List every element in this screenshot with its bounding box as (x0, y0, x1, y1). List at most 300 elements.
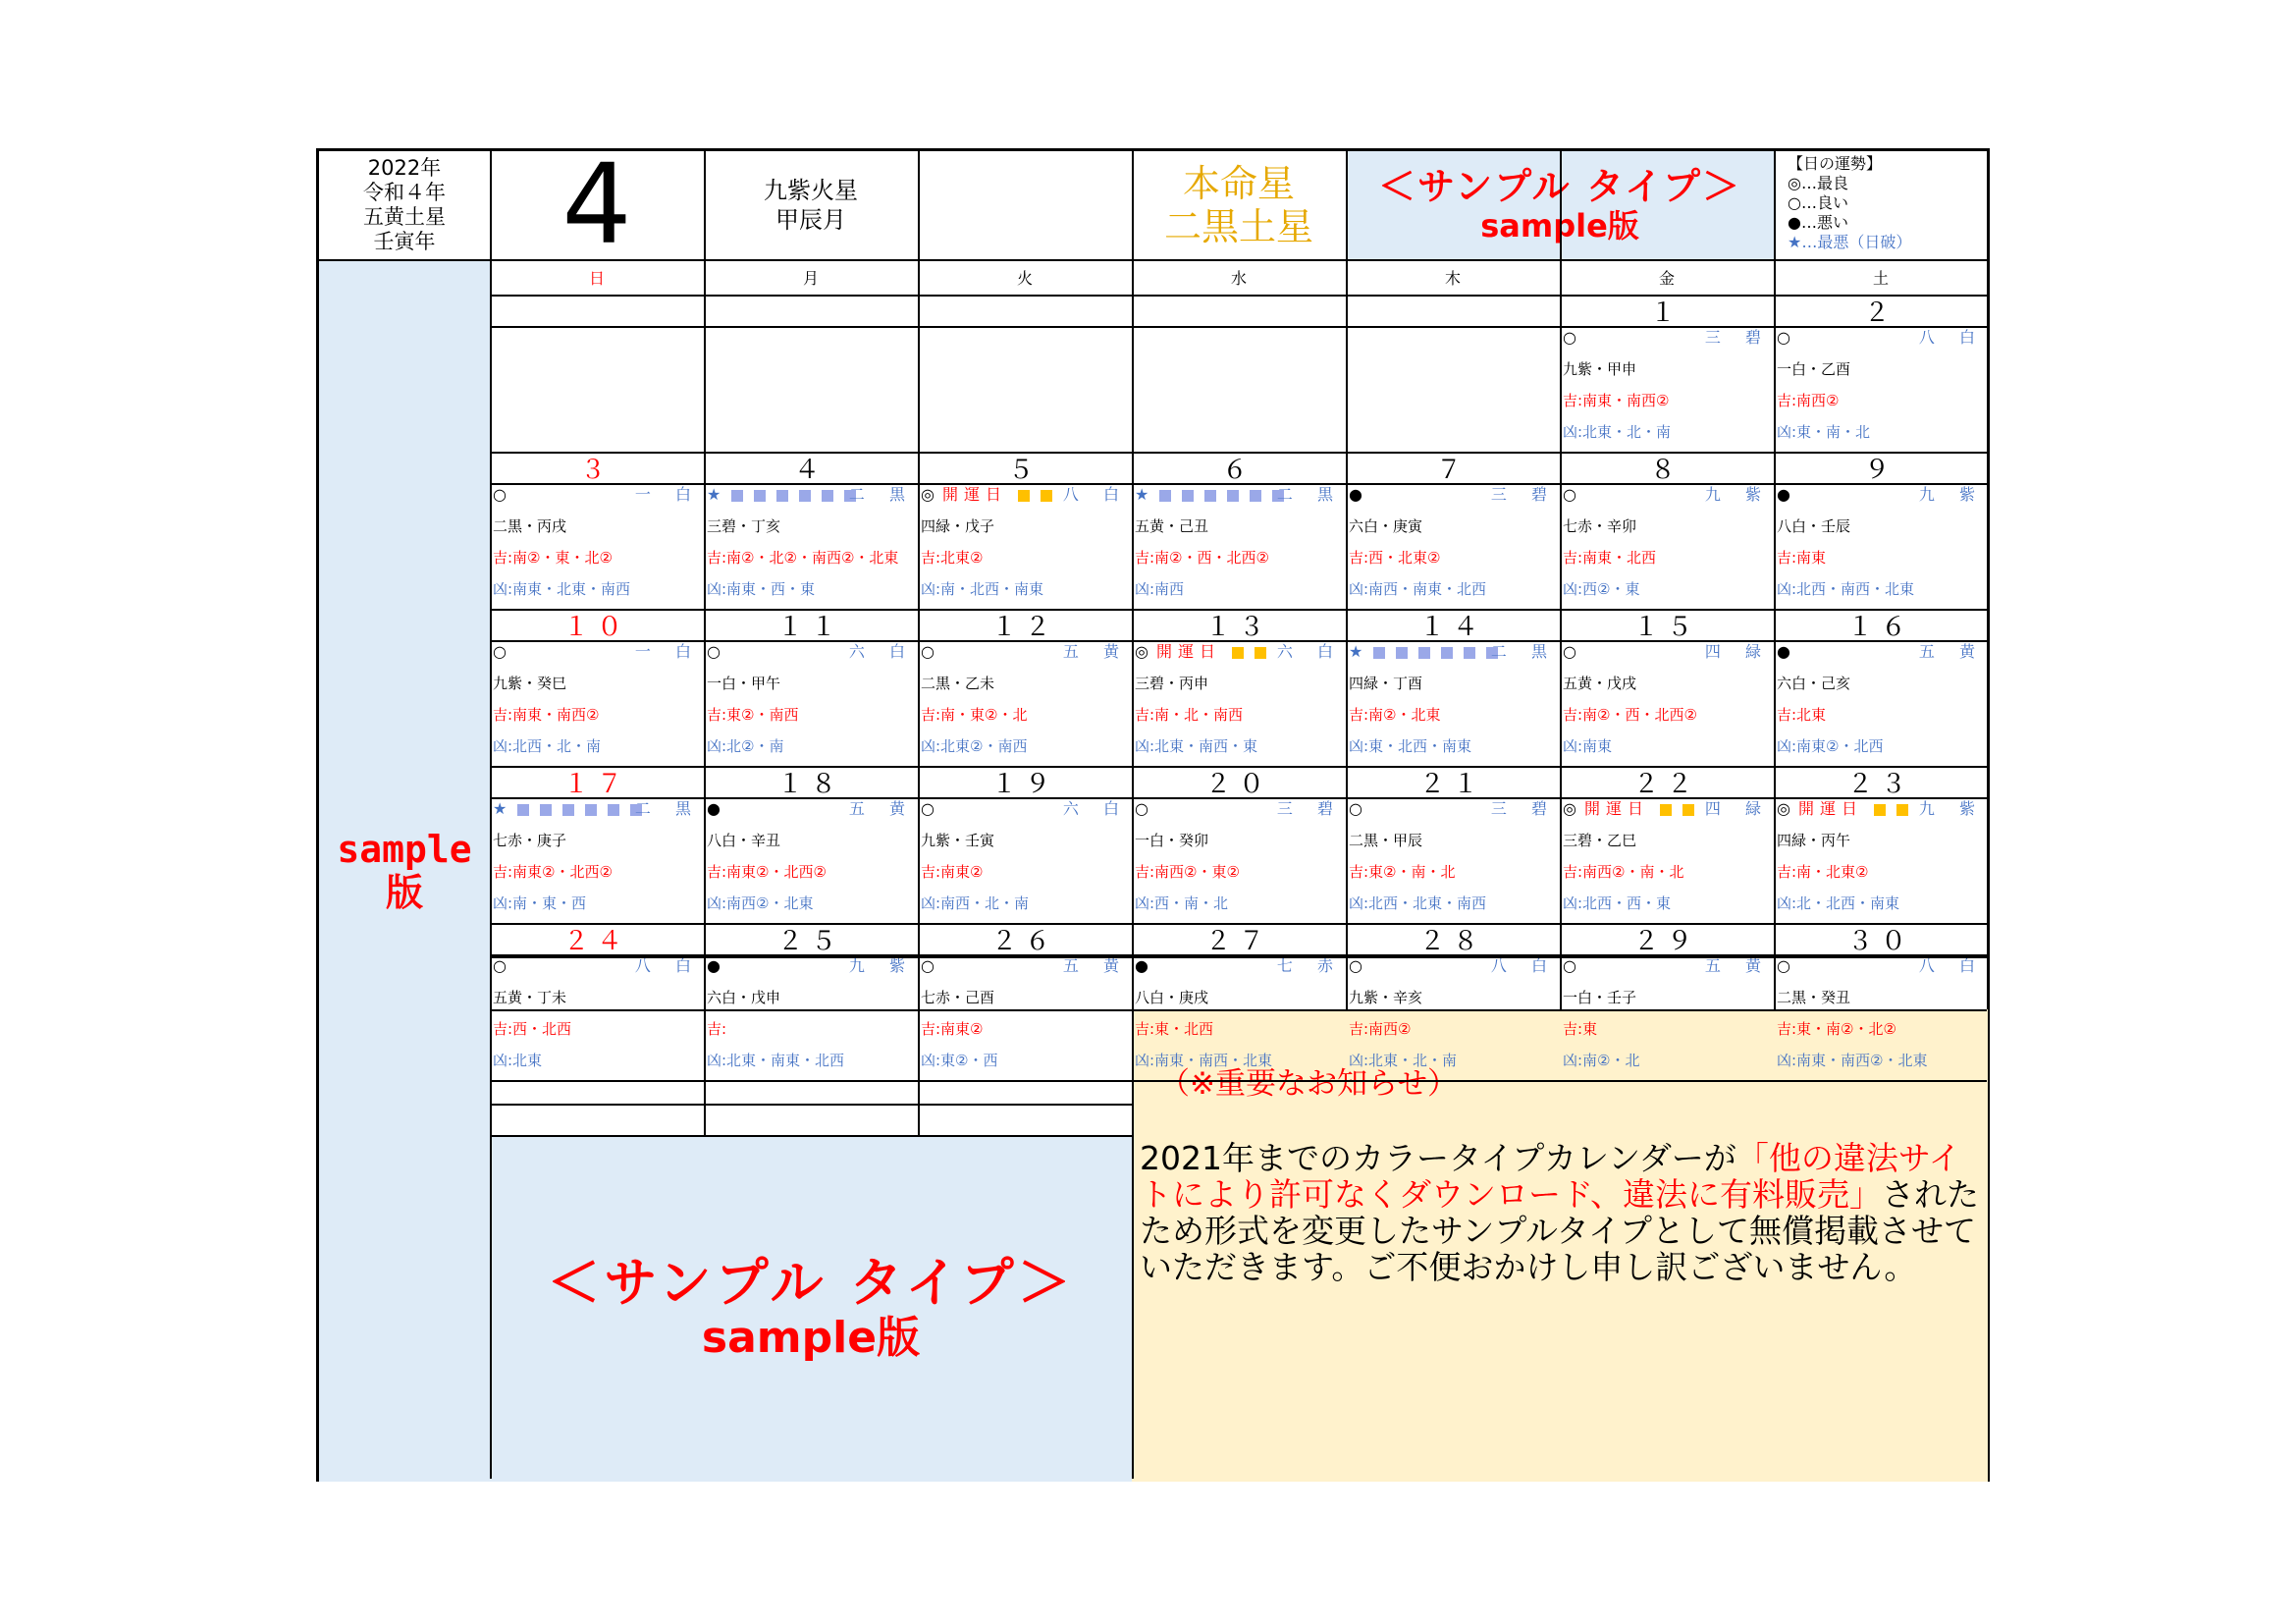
day-kanshi: 四緑・丁酉 (1349, 675, 1423, 692)
unlucky-directions: 凶:北東 (493, 1052, 543, 1069)
side-sample-text-2: 版 (385, 870, 423, 914)
unlucky-directions: 凶:北西・北・南 (493, 737, 602, 755)
notice-body (1140, 1140, 1980, 1285)
day-star-name: 八 白 (634, 956, 701, 975)
lucky-directions: 吉:南②・北②・南西②・北東 (707, 549, 899, 567)
weekday-3: 水 (1230, 268, 1247, 288)
day-number[interactable]: １５ (1632, 612, 1700, 640)
day-fortune-row (707, 485, 915, 505)
lucky-directions: 吉:東 (1563, 1020, 1598, 1038)
day-star-name: 九 紫 (1704, 485, 1771, 504)
day-number[interactable]: １ (1649, 298, 1683, 326)
unlucky-directions: 凶:北東②・南西 (921, 737, 1028, 755)
day-number[interactable]: ２９ (1632, 926, 1700, 954)
day-cell[interactable] (918, 954, 1132, 1080)
day-fortune-row (707, 642, 915, 662)
empty-day-cell (704, 295, 918, 452)
blue-square-icon (1373, 647, 1385, 659)
day-star-name: 八 白 (1490, 956, 1557, 975)
sample-sub: sample版 (1480, 207, 1639, 244)
unlucky-directions: 凶:北東・南東・北西 (707, 1052, 845, 1069)
grid-line (1132, 151, 1134, 1479)
day-star-name: 七 赤 (1276, 956, 1343, 975)
day-star-name: 四 緑 (1704, 642, 1771, 661)
day-cell[interactable] (1774, 483, 1988, 609)
day-number[interactable]: ８ (1649, 455, 1683, 483)
fortune-mark: ○ (1135, 799, 1148, 818)
day-number[interactable]: ７ (1435, 455, 1469, 483)
day-fortune-row (1777, 328, 1985, 348)
day-kanshi: 一白・壬子 (1563, 989, 1637, 1006)
grid-line (490, 609, 1987, 611)
day-cell[interactable] (490, 797, 704, 923)
lucky-directions: 吉:南②・東・北② (493, 549, 613, 567)
day-number[interactable]: ６ (1221, 455, 1255, 483)
weekday-4: 木 (1444, 268, 1461, 288)
day-cell[interactable] (1346, 640, 1560, 766)
unlucky-directions: 凶:南東・南西②・北東 (1777, 1052, 1928, 1069)
lucky-directions: 吉:東②・南・北 (1349, 863, 1456, 881)
unlucky-directions: 凶:南西②・北東 (707, 894, 814, 912)
day-number[interactable]: １３ (1204, 612, 1272, 640)
blue-square-icon (1396, 647, 1408, 659)
blue-square-icon (1204, 490, 1216, 502)
day-star-name: 九 紫 (1918, 485, 1985, 504)
day-star-name: 六 白 (1062, 799, 1129, 818)
lucky-directions: 吉:南東② (921, 863, 984, 881)
day-kanshi: 三碧・丙申 (1135, 675, 1209, 692)
unlucky-directions: 凶:南②・北 (1563, 1052, 1640, 1069)
day-kanshi: 一白・乙酉 (1777, 360, 1851, 378)
day-fortune-row (1563, 485, 1771, 505)
day-cell[interactable] (1774, 640, 1988, 766)
grid-line (490, 295, 1987, 297)
day-cell[interactable] (1560, 797, 1774, 923)
fortune-mark: ● (1777, 642, 1790, 661)
blue-square-icon (540, 804, 552, 816)
fortune-mark: ○ (1349, 956, 1362, 975)
day-star-name: 五 黄 (848, 799, 915, 818)
unlucky-directions: 凶:南東 (1563, 737, 1613, 755)
unlucky-directions: 凶:北東・南西・東 (1135, 737, 1258, 755)
day-cell[interactable] (704, 954, 918, 1080)
day-cell[interactable] (1560, 640, 1774, 766)
day-kanshi: 九紫・壬寅 (921, 832, 995, 849)
calendar-page (316, 148, 1990, 1482)
unlucky-directions: 凶:北・北西・南東 (1777, 894, 1900, 912)
day-star-name: 二 黒 (848, 485, 915, 504)
fortune-legend (1774, 151, 1988, 259)
grid-line (490, 483, 1987, 485)
weekday-5: 金 (1658, 268, 1675, 288)
day-number[interactable]: ９ (1863, 455, 1897, 483)
blue-square-icon (1441, 647, 1453, 659)
day-cell[interactable] (490, 954, 704, 1080)
fortune-mark: ○ (707, 642, 721, 661)
grid-line (490, 326, 1987, 328)
fortune-mark: ○ (493, 642, 507, 661)
day-cell[interactable] (1132, 483, 1346, 609)
fortune-mark: ○ (1349, 799, 1362, 818)
day-number[interactable]: １４ (1418, 612, 1486, 640)
day-fortune-row (921, 956, 1129, 976)
day-star-name: 二 黒 (634, 799, 701, 818)
day-kanshi: 六白・己亥 (1777, 675, 1851, 692)
lucky-directions: 吉: (707, 1020, 727, 1038)
fortune-mark: ○ (1563, 642, 1576, 661)
year-line: 五黄土星 (363, 205, 446, 229)
day-fortune-row (1563, 799, 1771, 819)
legend-worst: ★…最悪（日破） (1788, 233, 1912, 251)
month-kanshi: 甲辰月 (775, 206, 846, 234)
empty-day-cell (1346, 295, 1560, 452)
fortune-mark: ○ (1563, 485, 1576, 504)
blue-square-icon (822, 490, 833, 502)
day-fortune-row (1563, 642, 1771, 662)
yellow-square-icon (1232, 647, 1244, 659)
legend-title: 【日の運勢】 (1788, 154, 1883, 173)
day-star-name: 八 白 (1918, 956, 1985, 975)
day-kanshi: 二黒・乙未 (921, 675, 995, 692)
day-number[interactable]: １１ (776, 612, 844, 640)
grid-line (1560, 151, 1562, 1009)
day-fortune-row (707, 799, 915, 819)
day-kanshi: 八白・辛丑 (707, 832, 781, 849)
fortune-mark: ● (707, 956, 721, 975)
fortune-mark: ◎ (921, 485, 934, 504)
unlucky-directions: 凶:南・東・西 (493, 894, 587, 912)
yellow-square-icon (1896, 804, 1908, 816)
grid-line (490, 766, 1987, 768)
day-kanshi: 八白・庚戌 (1135, 989, 1209, 1006)
worst-star-icon: ★ (1349, 642, 1363, 661)
blue-square-icon (517, 804, 529, 816)
day-number[interactable]: ５ (1007, 455, 1041, 483)
day-star-name: 三 碧 (1490, 799, 1557, 818)
worst-star-icon: ★ (1135, 485, 1149, 504)
grid-line (490, 923, 1987, 925)
day-star-name: 九 紫 (848, 956, 915, 975)
day-number[interactable]: ２６ (990, 926, 1058, 954)
unlucky-directions: 凶:北西・南西・北東 (1777, 580, 1915, 598)
unlucky-directions: 凶:北西・西・東 (1563, 894, 1672, 912)
yellow-square-icon (1018, 490, 1030, 502)
day-kanshi: 九紫・辛亥 (1349, 989, 1423, 1006)
unlucky-directions: 凶:西・南・北 (1135, 894, 1229, 912)
day-fortune-row (707, 956, 915, 976)
day-kanshi: 四緑・丙午 (1777, 832, 1851, 849)
lucky-directions: 吉:南②・西・北西② (1135, 549, 1269, 567)
month-star: 九紫火星 (764, 177, 858, 204)
unlucky-directions: 凶:西②・東 (1563, 580, 1640, 598)
day-star-name: 四 緑 (1704, 799, 1771, 818)
day-star-name: 一 白 (634, 642, 701, 661)
notice-body-pre: 2021年までのカラータイプカレンダーが (1140, 1139, 1736, 1177)
unlucky-directions: 凶:北西・北東・南西 (1349, 894, 1487, 912)
blue-square-icon (1227, 490, 1239, 502)
sample-title: ＜サンプル タイプ＞ (1378, 165, 1741, 208)
grid-line (1346, 151, 1348, 1009)
day-star-name: 三 碧 (1276, 799, 1343, 818)
fortune-mark: ○ (1563, 328, 1576, 347)
day-cell[interactable] (1346, 797, 1560, 923)
fortune-mark: ◎ (1563, 799, 1576, 818)
lucky-directions: 吉:東・南②・北② (1777, 1020, 1896, 1038)
unlucky-directions: 凶:東②・西 (921, 1052, 998, 1069)
day-cell[interactable] (704, 640, 918, 766)
day-number[interactable]: １８ (776, 769, 844, 797)
day-star-name: 五 黄 (1062, 956, 1129, 975)
day-star-name: 九 紫 (1918, 799, 1985, 818)
grid-line (319, 259, 1987, 261)
day-kanshi: 二黒・甲辰 (1349, 832, 1423, 849)
lucky-directions: 吉:西・北西 (493, 1020, 572, 1038)
day-number[interactable]: １２ (990, 612, 1058, 640)
day-number[interactable]: ２８ (1418, 926, 1486, 954)
day-cell[interactable] (1346, 483, 1560, 609)
weekday-0: 日 (588, 268, 605, 288)
lucky-directions: 吉:南東②・北西② (707, 863, 827, 881)
day-fortune-row (1349, 956, 1557, 976)
blue-square-icon (799, 490, 811, 502)
blue-square-icon (1159, 490, 1171, 502)
side-sample-panel (319, 259, 490, 1482)
honmei-label: 本命星 (1182, 162, 1295, 205)
day-cell[interactable] (1132, 797, 1346, 923)
day-cell[interactable] (1560, 326, 1774, 452)
day-fortune-row (1777, 799, 1985, 819)
unlucky-directions: 凶:南東・西・東 (707, 580, 816, 598)
blue-square-icon (754, 490, 766, 502)
day-star-name: 五 黄 (1062, 642, 1129, 661)
blue-square-icon (1250, 490, 1261, 502)
lucky-directions: 吉:南・東②・北 (921, 706, 1028, 724)
day-cell[interactable] (1132, 954, 1346, 1080)
day-kanshi: 五黄・戊戌 (1563, 675, 1637, 692)
month-star-info (704, 151, 918, 259)
grid-line (490, 1080, 1987, 1082)
lucky-directions: 吉:東②・南西 (707, 706, 799, 724)
notice-title: （※重要なお知らせ） (1159, 1066, 1459, 1102)
lucky-day-label: 開運日 (1797, 799, 1863, 818)
blue-square-icon (608, 804, 619, 816)
unlucky-directions: 凶:東・北西・南東 (1349, 737, 1472, 755)
lucky-directions: 吉:南西② (1777, 392, 1840, 409)
lucky-directions: 吉:南東②・北西② (493, 863, 613, 881)
fortune-mark: ○ (1777, 328, 1790, 347)
notice-body-warning: 「他の違法サイトにより許可なくダウンロード、違法に有料販売」 (1140, 1139, 1961, 1214)
day-fortune-row (493, 485, 701, 505)
day-cell[interactable] (490, 640, 704, 766)
yellow-square-icon (1041, 490, 1052, 502)
unlucky-directions: 凶:南東②・北西 (1777, 737, 1884, 755)
grid-line (490, 1009, 1987, 1011)
unlucky-directions: 凶:東・南・北 (1777, 423, 1871, 441)
year-line: 2022年 (367, 156, 442, 180)
day-number[interactable]: ２７ (1204, 926, 1272, 954)
day-kanshi: 三碧・丁亥 (707, 517, 781, 535)
day-cell[interactable] (704, 483, 918, 609)
day-fortune-row (1777, 956, 1985, 976)
unlucky-directions: 凶:南東・南西・北東 (1135, 1052, 1273, 1069)
day-cell[interactable] (1560, 483, 1774, 609)
worst-star-icon: ★ (493, 799, 507, 818)
day-fortune-row (1135, 799, 1343, 819)
day-kanshi: 五黄・己丑 (1135, 517, 1209, 535)
year-info (319, 151, 490, 259)
day-kanshi: 七赤・庚子 (493, 832, 567, 849)
bottom-sample-panel (490, 1135, 1132, 1482)
legend-best: ◎…最良 (1788, 174, 1848, 192)
grid-line (918, 151, 920, 1135)
day-fortune-row (1135, 485, 1343, 505)
day-kanshi: 七赤・己酉 (921, 989, 995, 1006)
lucky-directions: 吉:南西②・東② (1135, 863, 1240, 881)
day-number[interactable]: ２ (1863, 298, 1897, 326)
lucky-directions: 吉:北東② (921, 549, 984, 567)
day-fortune-row (1563, 328, 1771, 348)
day-cell[interactable] (1132, 640, 1346, 766)
honmei-value: 二黒土星 (1163, 205, 1313, 248)
day-number[interactable]: １０ (562, 612, 630, 640)
day-star-name: 二 黒 (1490, 642, 1557, 661)
blue-square-icon (1418, 647, 1430, 659)
weekday-6: 土 (1872, 268, 1889, 288)
day-kanshi: 二黒・丙戌 (493, 517, 567, 535)
day-kanshi: 一白・甲午 (707, 675, 781, 692)
day-fortune-row (493, 956, 701, 976)
day-cell[interactable] (1774, 326, 1988, 452)
unlucky-directions: 凶:北東・北・南 (1563, 423, 1672, 441)
unlucky-directions: 凶:南東・北東・南西 (493, 580, 631, 598)
day-number[interactable]: ２５ (776, 926, 844, 954)
yellow-square-icon (1660, 804, 1672, 816)
yellow-square-icon (1255, 647, 1266, 659)
day-number[interactable]: １７ (562, 769, 630, 797)
lucky-directions: 吉:北東 (1777, 706, 1827, 724)
fortune-mark: ○ (921, 956, 934, 975)
day-number[interactable]: ２３ (1846, 769, 1914, 797)
empty-day-cell (490, 295, 704, 452)
fortune-mark: ○ (1563, 956, 1576, 975)
legend-bad: ●…悪い (1788, 213, 1848, 232)
grid-line (704, 151, 706, 1135)
lucky-directions: 吉:南東・南西② (1563, 392, 1670, 409)
day-star-name: 六 白 (1276, 642, 1343, 661)
unlucky-directions: 凶:北②・南 (707, 737, 784, 755)
grid-line (490, 797, 1987, 799)
side-sample-text: sample (337, 827, 472, 871)
fortune-mark: ● (707, 799, 721, 818)
day-number[interactable]: １９ (990, 769, 1058, 797)
honmei-star (1132, 151, 1346, 259)
unlucky-directions: 凶:南・北西・南東 (921, 580, 1044, 598)
day-kanshi: 九紫・癸巳 (493, 675, 567, 692)
day-fortune-row (1349, 799, 1557, 819)
fortune-mark: ● (1777, 485, 1790, 504)
day-cell[interactable] (1774, 954, 1988, 1080)
day-cell[interactable] (918, 797, 1132, 923)
yellow-square-icon (1682, 804, 1694, 816)
bottom-sample-title: ＜サンプル タイプ＞ (547, 1251, 1075, 1314)
day-kanshi: 四緑・戊子 (921, 517, 995, 535)
day-kanshi: 八白・壬辰 (1777, 517, 1851, 535)
blue-square-icon (731, 490, 743, 502)
lucky-directions: 吉:南東・南西② (493, 706, 600, 724)
day-number[interactable]: ２１ (1418, 769, 1486, 797)
fortune-mark: ● (1135, 956, 1148, 975)
day-star-name: 三 碧 (1704, 328, 1771, 347)
day-cell[interactable] (1774, 797, 1988, 923)
day-number[interactable]: ３ (579, 455, 614, 483)
unlucky-directions: 凶:南西・南東・北西 (1349, 580, 1487, 598)
lucky-directions: 吉:南西②・南・北 (1563, 863, 1684, 881)
fortune-mark: ○ (921, 642, 934, 661)
day-kanshi: 三碧・乙巳 (1563, 832, 1637, 849)
day-cell[interactable] (1560, 954, 1774, 1080)
day-kanshi: 六白・庚寅 (1349, 517, 1423, 535)
worst-star-icon: ★ (707, 485, 721, 504)
grid-line (490, 640, 1987, 642)
notice-body-post: されたため形式を変更したサンプルタイプとして無償掲載させていただきます。ご不便おかけし申し訳ございません。 (1140, 1175, 1980, 1286)
yellow-square-icon (1874, 804, 1886, 816)
day-fortune-row (921, 642, 1129, 662)
legend-good: ○…良い (1788, 193, 1848, 212)
lucky-day-label: 開運日 (1155, 642, 1221, 661)
day-fortune-row (1777, 485, 1985, 505)
day-number[interactable]: ２２ (1632, 769, 1700, 797)
lucky-directions: 吉:西・北東② (1349, 549, 1441, 567)
blue-square-icon (776, 490, 788, 502)
day-cell[interactable] (918, 640, 1132, 766)
fortune-mark: ○ (493, 956, 507, 975)
day-kanshi: 七赤・辛卯 (1563, 517, 1637, 535)
day-fortune-row (1135, 642, 1343, 662)
fortune-mark: ○ (493, 485, 507, 504)
lucky-directions: 吉:南東 (1777, 549, 1827, 567)
day-star-name: 五 黄 (1704, 956, 1771, 975)
fortune-mark: ◎ (1777, 799, 1790, 818)
day-fortune-row (1777, 642, 1985, 662)
blue-square-icon (1182, 490, 1194, 502)
day-fortune-row (1563, 956, 1771, 976)
lucky-directions: 吉:南・北・南西 (1135, 706, 1244, 724)
day-cell[interactable] (490, 483, 704, 609)
day-fortune-row (493, 642, 701, 662)
unlucky-directions: 凶:南西 (1135, 580, 1185, 598)
day-fortune-row (493, 799, 701, 819)
day-fortune-row (1349, 485, 1557, 505)
unlucky-directions: 凶:南西・北・南 (921, 894, 1030, 912)
day-number[interactable]: ４ (793, 455, 828, 483)
day-number[interactable]: ３０ (1846, 926, 1914, 954)
grid-line (490, 956, 1987, 958)
day-cell[interactable] (918, 483, 1132, 609)
blue-square-icon (1464, 647, 1475, 659)
grid-line (490, 151, 492, 1479)
year-line: 令和４年 (363, 181, 446, 204)
day-number[interactable]: ２０ (1204, 769, 1272, 797)
day-cell[interactable] (704, 797, 918, 923)
unlucky-directions: 凶:北東・北・南 (1349, 1052, 1458, 1069)
lucky-directions: 吉:南・北東② (1777, 863, 1869, 881)
day-number[interactable]: １６ (1846, 612, 1914, 640)
weekday-1: 月 (802, 268, 819, 288)
day-number[interactable]: ２４ (562, 926, 630, 954)
day-fortune-row (921, 799, 1129, 819)
fortune-mark: ◎ (1135, 642, 1148, 661)
day-cell[interactable] (1346, 954, 1560, 1080)
